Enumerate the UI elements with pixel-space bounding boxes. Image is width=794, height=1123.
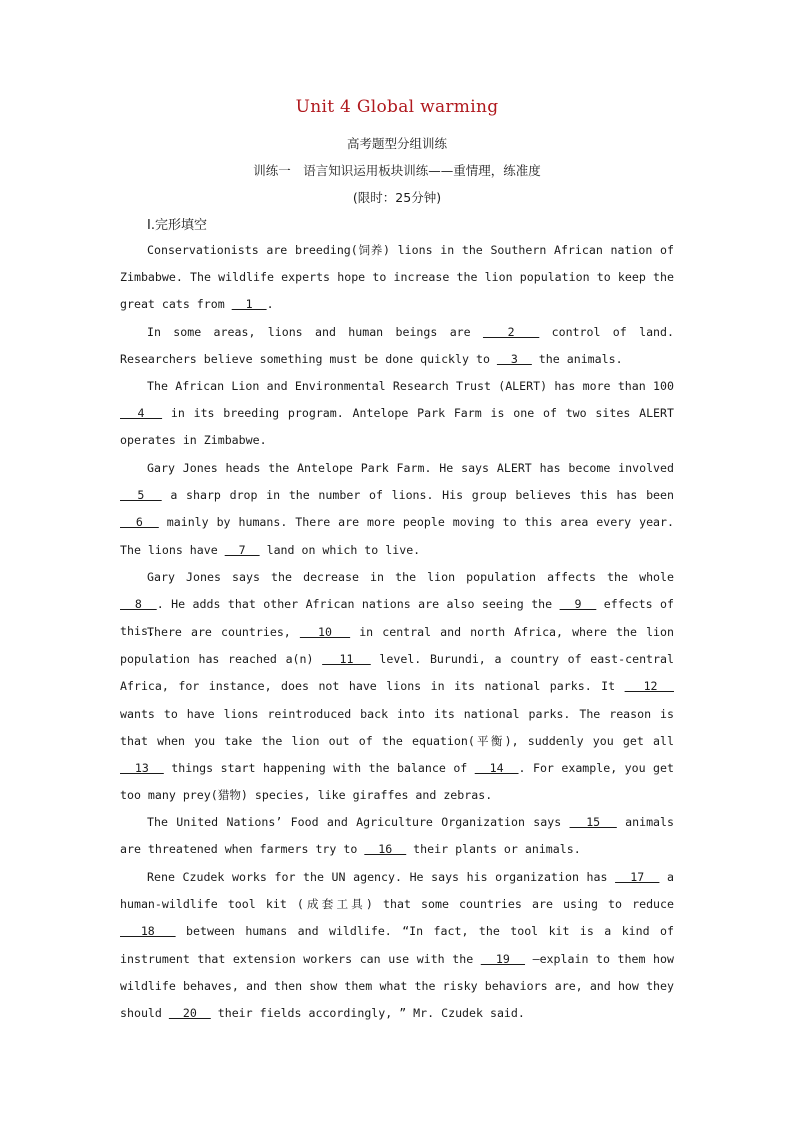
paragraph-text: Gary Jones says the decrease in the lion population affects the whole <box>147 570 674 584</box>
unit-title: Unit 4 Global warming <box>295 97 499 117</box>
paragraph-text: a human-wildlife tool kit (成套工具) that some countries are using to reduce <box>120 870 674 912</box>
blank-20: 20 <box>168 1006 211 1021</box>
paragraph-3 <box>120 373 674 455</box>
time-limit: (限时：25分钟) <box>352 190 442 205</box>
paragraph-text: effects of this. <box>120 597 674 639</box>
paragraph-text: animals are threatened when farmers try to <box>120 815 674 857</box>
paragraph-text: In some areas, lions and human beings are <box>147 325 483 339</box>
paragraph-text: . <box>266 297 274 312</box>
subtitle: 高考题型分组训练 <box>346 136 447 151</box>
blank-10: 10 <box>299 625 351 639</box>
blank-3: 3 <box>496 352 532 367</box>
paragraph-text: in central and north Africa, where the lion population has reached a(n) <box>120 625 674 667</box>
blank-6: 6 <box>120 515 159 530</box>
blank-16: 16 <box>364 842 407 857</box>
paragraph-text: their fields accordingly, ” Mr. Czudek said. <box>210 1006 525 1021</box>
blank-13: 13 <box>120 761 164 776</box>
paragraph-text: a sharp drop in the number of lions. His group believes this has been <box>161 488 674 503</box>
blank-9: 9 <box>559 597 597 612</box>
blank-2: 2 <box>482 325 540 339</box>
paragraph-text: . For example, you get too many prey(猎物) species, like giraffes and zebras. <box>120 761 674 803</box>
paragraph-text: mainly by humans. There are more people moving to this area every year. The lions have <box>120 515 675 557</box>
paragraph-text: land on which to live. <box>259 542 421 557</box>
blank-14: 14 <box>474 761 519 776</box>
paragraph-text: the animals. <box>531 352 623 367</box>
blank-19: 19 <box>480 951 526 966</box>
paragraph-text: Conservationists are breeding(饲养) lions in the Southern African nation of Zimbabwe. The wildlife experts hope to increase the lion population to keep the great cats from <box>120 243 674 312</box>
blank-1: 1 <box>231 297 267 312</box>
paragraph-6 <box>120 619 674 809</box>
paragraph-text: control of land. Researchers believe something must be done quickly to <box>120 325 674 367</box>
blank-12: 12 <box>624 679 674 694</box>
blank-4: 4 <box>120 406 163 421</box>
blank-7: 7 <box>224 542 260 557</box>
blank-15: 15 <box>569 815 617 829</box>
paragraph-text: There are countries, <box>147 625 300 639</box>
paragraph-text: Rene Czudek works for the UN agency. He says his organization has <box>147 870 616 884</box>
paragraph-text: . He adds that other African nations are also seeing the <box>156 597 560 612</box>
paragraph-text: The African Lion and Environmental Research Trust (ALERT) has more than 100 <box>147 379 674 393</box>
paragraph-1 <box>120 237 674 319</box>
blank-5: 5 <box>120 488 162 503</box>
paragraph-text: level. Burundi, a country of east-central Africa, for instance, does not have lions in its national parks. It <box>120 652 674 694</box>
blank-18: 18 <box>120 924 176 939</box>
paragraph-text: in its breeding program. Antelope Park Farm is one of two sites ALERT operates in Zimbabwe. <box>120 406 674 448</box>
paragraph-text: between humans and wildlife. “In fact, the tool kit is a kind of instrument that extension workers can use with the <box>120 924 674 966</box>
blank-8: 8 <box>120 597 157 612</box>
paragraph-text: The United Nations’ Food and Agriculture Organization says <box>147 815 570 829</box>
paragraph-4 <box>120 455 674 564</box>
paragraph-text: things start happening with the balance of <box>163 761 475 776</box>
blank-17: 17 <box>615 870 660 884</box>
paragraph-8 <box>120 864 674 1027</box>
paragraph-text: —explain to them how wildlife behaves, and then show them what the risky behaviors are, and how they should <box>120 951 674 1021</box>
paragraph-7 <box>120 809 674 863</box>
blank-11: 11 <box>322 652 371 667</box>
paragraph-text: wants to have lions reintroduced back into its national parks. The reason is that when you take the lion out of the equation(平衡), suddenly you get all <box>120 706 674 748</box>
section-heading: 训练一 语言知识运用板块训练——重情理，练准度 <box>253 163 541 178</box>
paragraph-2 <box>120 319 674 373</box>
paragraph-text: Gary Jones heads the Antelope Park Farm. He says ALERT has become involved <box>147 461 674 475</box>
paragraph-text: their plants or animals. <box>406 842 581 857</box>
part-label: Ⅰ.完形填空 <box>147 218 207 233</box>
